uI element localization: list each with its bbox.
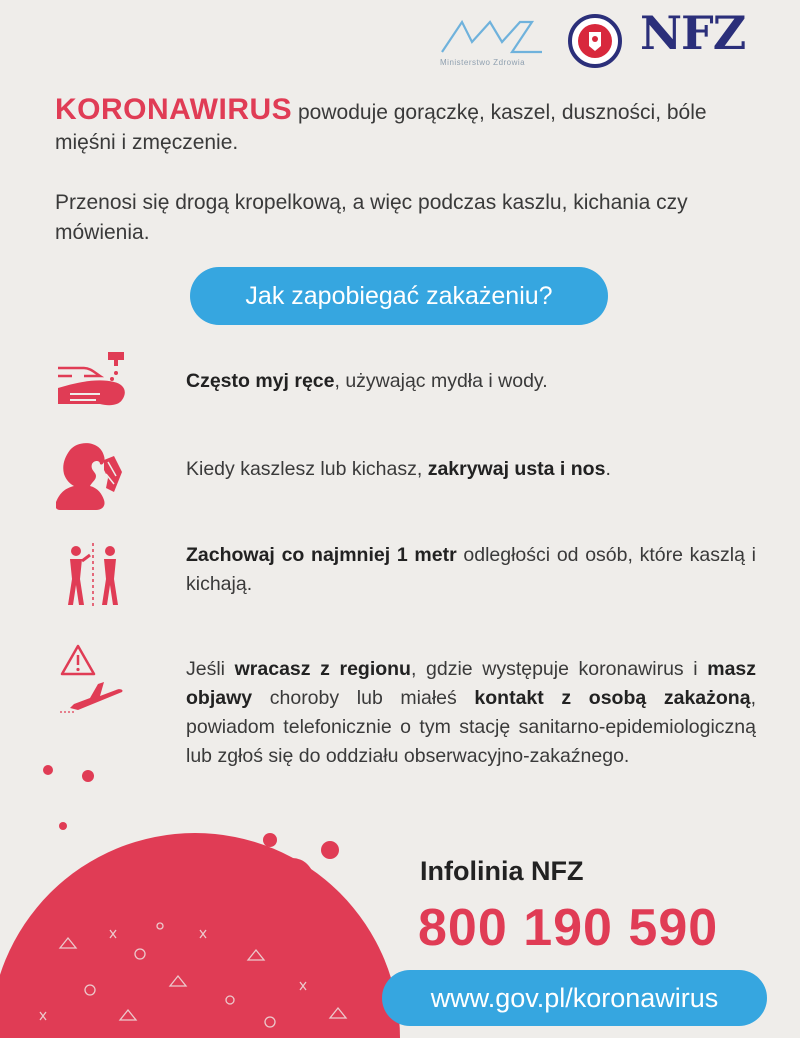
koronawirus-title: KORONAWIRUS bbox=[55, 93, 293, 126]
website-link[interactable]: www.gov.pl/koronawirus bbox=[382, 970, 767, 1026]
nfz-logo: NFZ bbox=[640, 6, 746, 60]
infolinia-label: Infolinia NFZ bbox=[420, 856, 584, 886]
tip-travel-text-3: choroby lub miałeś bbox=[252, 687, 475, 709]
cough-cover-icon bbox=[56, 440, 136, 510]
airplane-icon bbox=[60, 678, 126, 714]
tip-travel-bold-1: wracasz z regionu bbox=[234, 658, 411, 680]
hand-washing-icon bbox=[52, 346, 134, 412]
tip-distance-text: odległości od osób, które kaszlą i kichają. bbox=[186, 544, 757, 595]
symptoms-text: powoduje gorączkę, kaszel, duszności, bóle mięśni i zmęczenie. bbox=[55, 101, 707, 154]
tip-wash-bold: Często myj ręce bbox=[186, 370, 335, 392]
tip-cover-mouth bbox=[186, 455, 756, 484]
infolinia-phone[interactable]: 800 190 590 bbox=[418, 899, 719, 957]
transmission-paragraph: Przenosi się drogą kropelkową, a więc podczas kaszlu, kichania czy mówienia. bbox=[55, 191, 688, 244]
tip-cover-post: . bbox=[605, 458, 611, 480]
tip-travel-text-2: , gdzie występuje koronawirus i bbox=[410, 658, 708, 680]
warning-icon bbox=[60, 644, 96, 676]
tip-wash-hands bbox=[186, 367, 756, 396]
tip-distance-bold: Zachowaj co najmniej 1 metr bbox=[186, 544, 457, 566]
distance-icon bbox=[62, 543, 124, 607]
tip-travel-bold-3: kontakt z osobą zakażoną bbox=[474, 687, 751, 709]
virus-decoration bbox=[0, 750, 400, 1038]
tip-cover-bold: zakrywaj usta i nos bbox=[427, 458, 606, 480]
intro-paragraph bbox=[55, 95, 765, 158]
tip-travel-text-1: Jeśli bbox=[186, 658, 235, 680]
prevention-heading-pill: Jak zapobiegać zakażeniu? bbox=[190, 267, 608, 325]
tip-travel-text-4: , powiadom telefonicznie o tym stację sanitarno-epidemiologiczną lub zgłoś się do oddziału obserwacyjno-zakaźnego. bbox=[186, 687, 756, 767]
tip-cover-pre: Kiedy kaszlesz lub kichasz, bbox=[186, 458, 428, 480]
ministry-caption: Ministerstwo Zdrowia bbox=[440, 58, 526, 67]
sanepid-seal-icon bbox=[568, 14, 622, 68]
tip-travel-bold-2: masz objawy bbox=[186, 658, 757, 709]
tip-wash-text: , używając mydła i wody. bbox=[334, 370, 548, 392]
tip-distance bbox=[186, 541, 756, 599]
